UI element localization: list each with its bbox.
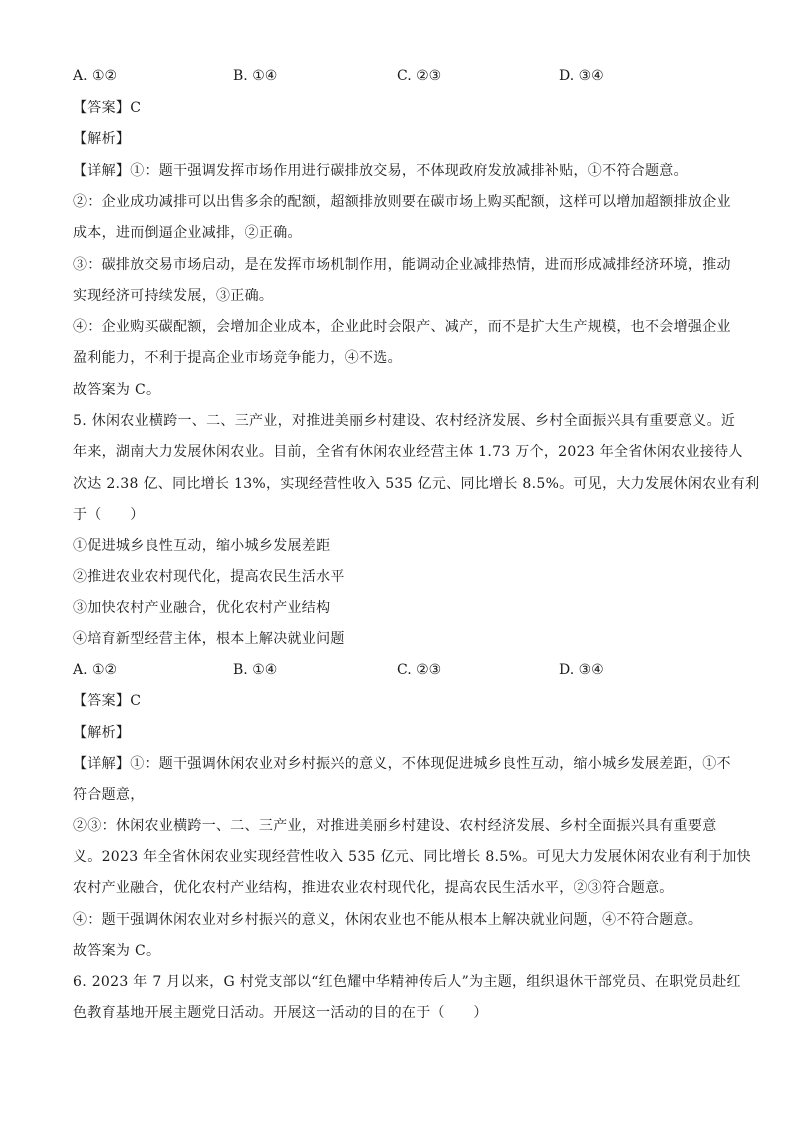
explanation-line: 盈利能力，不利于提高企业市场竞争能力，④不选。 — [73, 350, 402, 366]
answer-label: 【答案】C — [73, 693, 142, 709]
option-d: D. ③④ — [559, 662, 604, 678]
explanation-line: ④：企业购买碳配额，会增加企业成本，企业此时会限产、减产，而不是扩大生产规模，也不会增强企业 — [73, 319, 731, 335]
question-stem-line: 5. 休闲农业横跨一、二、三产业，对推进美丽乡村建设、农村经济发展、乡村全面振兴具有重要意义。近 — [73, 413, 736, 429]
explanation-line: 【详解】①：题干强调发挥市场作用进行碳排放交易，不体现政府发放减排补贴，①不符合题意。 — [73, 163, 688, 179]
answer-label: 【答案】C — [73, 100, 142, 116]
statement-item: ②推进农业农村现代化，提高农民生活水平 — [73, 569, 345, 585]
conclusion-line: 故答案为 C。 — [73, 943, 161, 959]
statement-item: ④培育新型经营主体，根本上解决就业问题 — [73, 631, 345, 647]
option-a: A. ①② — [73, 68, 118, 84]
options-row — [73, 67, 723, 85]
question-stem-line: 6. 2023 年 7 月以来，G 村党支部以“红色耀中华精神传后人”为主题，组织退休干部党员、在职党员赴红 — [73, 974, 741, 990]
explanation-line: ②③：休闲农业横跨一、二、三产业，对推进美丽乡村建设、农村经济发展、乡村全面振兴具有重要意 — [73, 818, 717, 834]
option-c: C. ②③ — [397, 68, 442, 84]
question-stem-line: 年来，湖南大力发展休闲农业。目前，全省有休闲农业经营主体 1.73 万个，2023 年全省休闲农业接待人 — [73, 444, 743, 460]
conclusion-line: 故答案为 C。 — [73, 382, 161, 398]
question-stem-line: 次达 2.38 亿、同比增长 13%，实现经营性收入 535 亿元、同比增长 8.5%。可见，大力发展休闲农业有利 — [73, 476, 760, 492]
option-a: A. ①② — [73, 662, 118, 678]
explanation-line: 农村产业融合，优化农村产业结构，推进农业农村现代化，提高农民生活水平，②③符合题意。 — [73, 880, 674, 896]
analysis-label: 【解析】 — [73, 131, 131, 147]
explanation-line: 义。2023 年全省休闲农业实现经营性收入 535 亿元、同比增长 8.5%。可见大力发展休闲农业有利于加快 — [73, 849, 751, 865]
explanation-line: 成本，进而倒逼企业减排，②正确。 — [73, 225, 302, 241]
explanation-line: 实现经济可持续发展，③正确。 — [73, 288, 274, 304]
options-row — [73, 661, 723, 679]
statement-item: ①促进城乡良性互动，缩小城乡发展差距 — [73, 538, 331, 554]
option-c: C. ②③ — [397, 662, 442, 678]
question-stem-line: 于（ ） — [73, 507, 145, 523]
question-stem-line: 色教育基地开展主题党日活动。开展这一活动的目的在于（ ） — [73, 1005, 488, 1021]
explanation-line: 符合题意， — [73, 787, 145, 803]
explanation-line: ②：企业成功减排可以出售多余的配额，超额排放则要在碳市场上购买配额，这样可以增加超额排放企业 — [73, 194, 731, 210]
statement-item: ③加快农村产业融合，优化农村产业结构 — [73, 600, 331, 616]
explanation-line: ③：碳排放交易市场启动，是在发挥市场机制作用，能调动企业减排热情，进而形成减排经济环境，推动 — [73, 257, 731, 273]
option-b: B. ①④ — [233, 662, 278, 678]
explanation-line: 【详解】①：题干强调休闲农业对乡村振兴的意义，不体现促进城乡良性互动，缩小城乡发展差距，①不 — [73, 756, 731, 772]
option-d: D. ③④ — [559, 68, 604, 84]
analysis-label: 【解析】 — [73, 725, 131, 741]
explanation-line: ④：题干强调休闲农业对乡村振兴的意义，休闲农业也不能从根本上解决就业问题，④不符合题意。 — [73, 912, 703, 928]
option-b: B. ①④ — [233, 68, 278, 84]
